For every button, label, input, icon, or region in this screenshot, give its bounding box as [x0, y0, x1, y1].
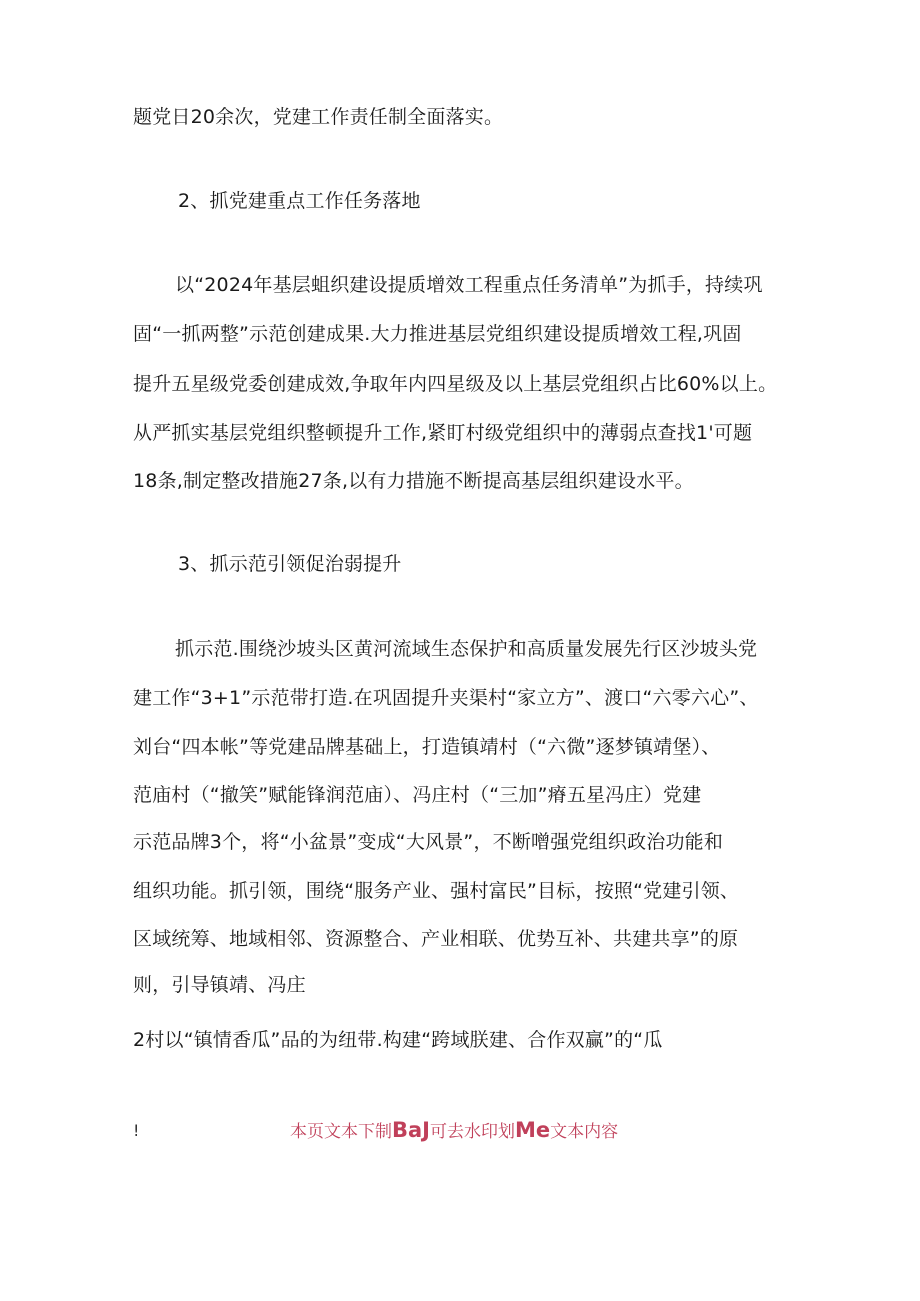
watermark-notice-part: 文本内容 [550, 1122, 619, 1142]
paragraph-line: 刘台“四本帐”等党建品牌基础上，打造镇靖村（“六微”逐梦镇靖堡）、 [133, 736, 721, 758]
paragraph-line: 以“2024年基层蛆织建设提质增效工程重点任务清单”为抓手，持续巩 [175, 274, 763, 296]
paragraph-line: 固“一抓两整”示范创建成果.大力推进基层党组织建设提质增效工程,巩固 [133, 323, 742, 345]
paragraph-line: 18条,制定整改措施27条,以有力措施不断提高基层组织建设水平。 [133, 470, 694, 492]
footer-mark: ! [133, 1121, 140, 1140]
watermark-notice-part: 可去水印划 [430, 1122, 515, 1142]
paragraph-line: 题党日20余次，党建工作责任制全面落实。 [133, 106, 504, 128]
paragraph-line: 则，引导镇靖、冯庄 [133, 974, 306, 996]
watermark-notice-part: 本页文本下制 [290, 1122, 392, 1142]
paragraph-line: 提升五星级党委创建成效,争取年内四星级及以上基层党组织占比60%以上。 [133, 373, 778, 395]
paragraph-line: 区域统筹、地域相邻、资源整合、产业相联、优势互补、共建共享”的原 [133, 928, 739, 950]
watermark-notice [290, 1118, 618, 1144]
section-heading: 2、抓党建重点工作任务落地 [178, 190, 421, 212]
paragraph-line: 示范品牌3个，将“小盆景”变成“大风景”，不断噌强党组织政治功能和 [133, 831, 724, 853]
section-heading: 3、抓示范引领促治弱提升 [178, 553, 402, 575]
paragraph-line: 抓示范.围绕沙坡头区黄河流域生态保护和高质量发展先行区沙坡头党 [175, 638, 758, 660]
paragraph-line: 从严抓实基层党组织整顿提升工作,紧盯村级党组织中的薄弱点查找1'可题 [133, 422, 753, 444]
paragraph-line: 范庙村（“撤笑”赋能锋润范庙）、冯庄村（“三加”瘠五星冯庄）党建 [133, 784, 702, 806]
watermark-notice-part: Me [515, 1118, 551, 1142]
paragraph-line: 组织功能。抓引领，围绕“服务产业、强村富民”目标，按照“党建引领、 [133, 880, 740, 902]
paragraph-line: 2村以“镇情香瓜”品的为纽带.构建“跨域朕建、合作双赢”的“瓜 [133, 1029, 663, 1051]
paragraph-line: 建工作“3+1”示范带打造.在巩固提升夹渠村“家立方”、渡口“六零六心”、 [133, 687, 759, 709]
watermark-notice-part: BaJ [392, 1118, 430, 1142]
